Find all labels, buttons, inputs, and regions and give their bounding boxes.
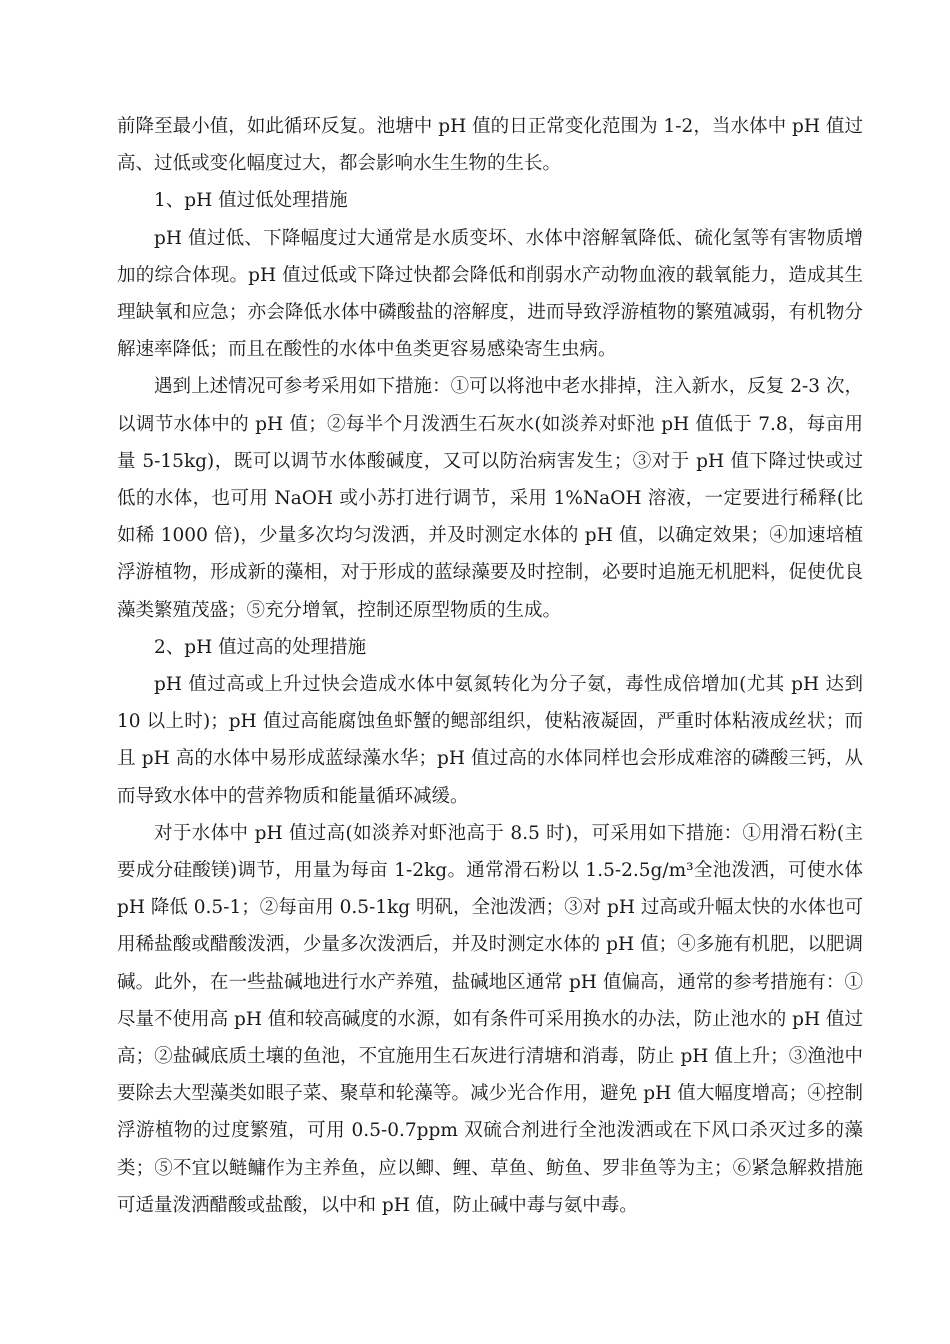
paragraph-continuation: 前降至最小值，如此循环反复。池塘中 pH 值的日正常变化范围为 1-2，当水体中 pH 值过高、过低或变化幅度过大，都会影响水生生物的生长。 [117, 116, 863, 175]
paragraph-high-ph-effects: pH 值过高或上升过快会造成水体中氨氮转化为分子氨，毒性成倍增加(尤其 pH 达到 10 以上时)；pH 值过高能腐蚀鱼虾蟹的鳃部组织，使粘液凝固，严重时体粘液成丝状；而且 pH 高的水体中易形成蓝绿藻水华；pH 值过高的水体同样也会形成难溶的磷酸三钙，从而导致水体中的营养物质和能量循环减缓。 [117, 674, 863, 807]
section-heading-low-ph: 1、pH 值过低处理措施 [154, 190, 348, 212]
section-heading-high-ph: 2、pH 值过高的处理措施 [154, 636, 367, 658]
paragraph-low-ph-effects: pH 值过低、下降幅度过大通常是水质变坏、水体中溶解氧降低、硫化氢等有害物质增加的综合体现。pH 值过低或下降过快都会降低和削弱水产动物血液的载氧能力，造成其生理缺氧和应急；亦会降低水体中磷酸盐的溶解度，进而导致浮游植物的繁殖减弱，有机物分解速率降低；而且在酸性的水体中鱼类更容易感染寄生虫病。 [117, 227, 863, 361]
paragraph-high-ph-measures: 对于水体中 pH 值过高(如淡养对虾池高于 8.5 时)，可采用如下措施：①用滑石粉(主要成分硅酸镁)调节，用量为每亩 1-2kg。通常滑石粉以 1.5-2.5g/m³全池泼洒，可使水体 pH 降低 0.5-1；②每亩用 0.5-1kg 明矾，全池泼洒；③对 pH 过高或升幅太快的水体也可用稀盐酸或醋酸泼洒，少量多次泼洒后，并及时测定水体的 pH 值；④多施有机肥，以肥调碱。此外，在一些盐碱地进行水产养殖，盐碱地区通常 pH 值偏高，通常的参考措施有：①尽量不使用高 pH 值和较高碱度的水源，如有条件可采用换水的办法，防止池水的 pH 值过高；②盐碱底质土壤的鱼池，不宜施用生石灰进行清塘和消毒，防止 pH 值上升；③渔池中要除去大型藻类如眼子菜、聚草和轮藻等。减少光合作用，避免 pH 值大幅度增高；④控制浮游植物的过度繁殖，可用 0.5-0.7ppm 双硫合剂进行全池泼洒或在下风口杀灭过多的藻类；⑤不宜以鲢鳙作为主养鱼，应以鲫、鲤、草鱼、鲂鱼、罗非鱼等为主；⑥紧急解救措施可适量泼洒醋酸或盐酸，以中和 pH 值，防止碱中毒与氨中毒。 [117, 822, 863, 1216]
document-body [117, 108, 863, 1224]
paragraph-low-ph-measures: 遇到上述情况可参考采用如下措施：①可以将池中老水排掉，注入新水，反复 2-3 次，以调节水体中的 pH 值；②每半个月泼洒生石灰水(如淡养对虾池 pH 值低于 7.8，每亩用量 5-15kg)，既可以调节水体酸碱度，又可以防治病害发生；③对于 pH 值下降过快或过低的水体，也可用 NaOH 或小苏打进行调节，采用 1%NaOH 溶液，一定要进行稀释(比如稀 1000 倍)，少量多次均匀泼洒，并及时测定水体的 pH 值，以确定效果；④加速培植浮游植物，形成新的藻相，对于形成的蓝绿藻要及时控制，必要时追施无机肥料，促使优良藻类繁殖茂盛；⑤充分增氧，控制还原型物质的生成。 [117, 376, 863, 621]
